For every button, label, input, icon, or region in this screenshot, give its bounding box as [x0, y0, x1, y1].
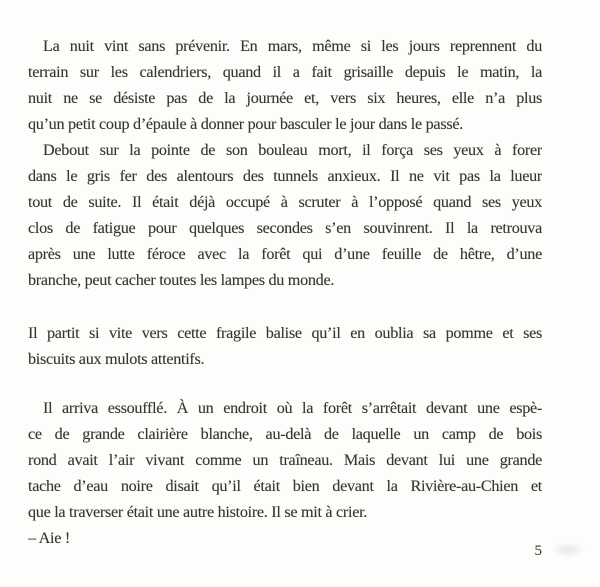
text-line: – Aie ! [28, 529, 70, 547]
scan-smudge [551, 542, 585, 558]
text-line: tache d’eau noire disait qu’il était bien devant la Rivière-au-Chien et [28, 477, 542, 495]
text-line: biscuits aux mulots attentifs. [28, 350, 205, 368]
text-line: après une lutte féroce avec la forêt qui d’une feuille de hêtre, d’une [28, 245, 542, 263]
paragraph [28, 137, 542, 293]
text-line: dans le gris fer des alentours des tunnels anxieux. Il ne vit pas la lueur [28, 167, 542, 185]
paragraph [28, 395, 542, 525]
text-line: clos de fatigue pour quelques secondes s’en souvinrent. Il la retrouva [28, 219, 542, 237]
text-line: Debout sur la pointe de son bouleau mort, il força ses yeux à forer [43, 141, 542, 159]
body-text [28, 33, 542, 551]
text-line: Il arriva essoufflé. À un endroit où la forêt s’arrêtait devant une espè- [43, 399, 542, 417]
text-line: rond avait l’air vivant comme un traîneau. Mais devant lui une grande [28, 451, 542, 469]
text-line: qu’un petit coup d’épaule à donner pour basculer le jour dans le passé. [28, 115, 463, 133]
text-line: ce de grande clairière blanche, au-delà de laquelle un camp de bois [28, 425, 542, 443]
text-line: branche, peut cacher toutes les lampes du monde. [28, 271, 335, 289]
text-line: Il partit si vite vers cette fragile balise qu’il en oublia sa pomme et ses [28, 324, 542, 342]
text-line: tout de suite. Il était déjà occupé à scruter à l’opposé quand ses yeux [28, 193, 542, 211]
text-line: La nuit vint sans prévenir. En mars, même si les jours reprennent du [43, 37, 542, 55]
paragraph [28, 33, 542, 137]
text-line: terrain sur les calendriers, quand il a fait grisaille depuis le matin, la [28, 63, 542, 81]
page-number: 5 [534, 543, 542, 559]
text-line: nuit ne se désiste pas de la journée et, vers six heures, elle n’a plus [28, 89, 542, 107]
text-line: que la traverser était une autre histoire. Il se mit à crier. [28, 503, 368, 521]
paragraph [28, 320, 542, 372]
